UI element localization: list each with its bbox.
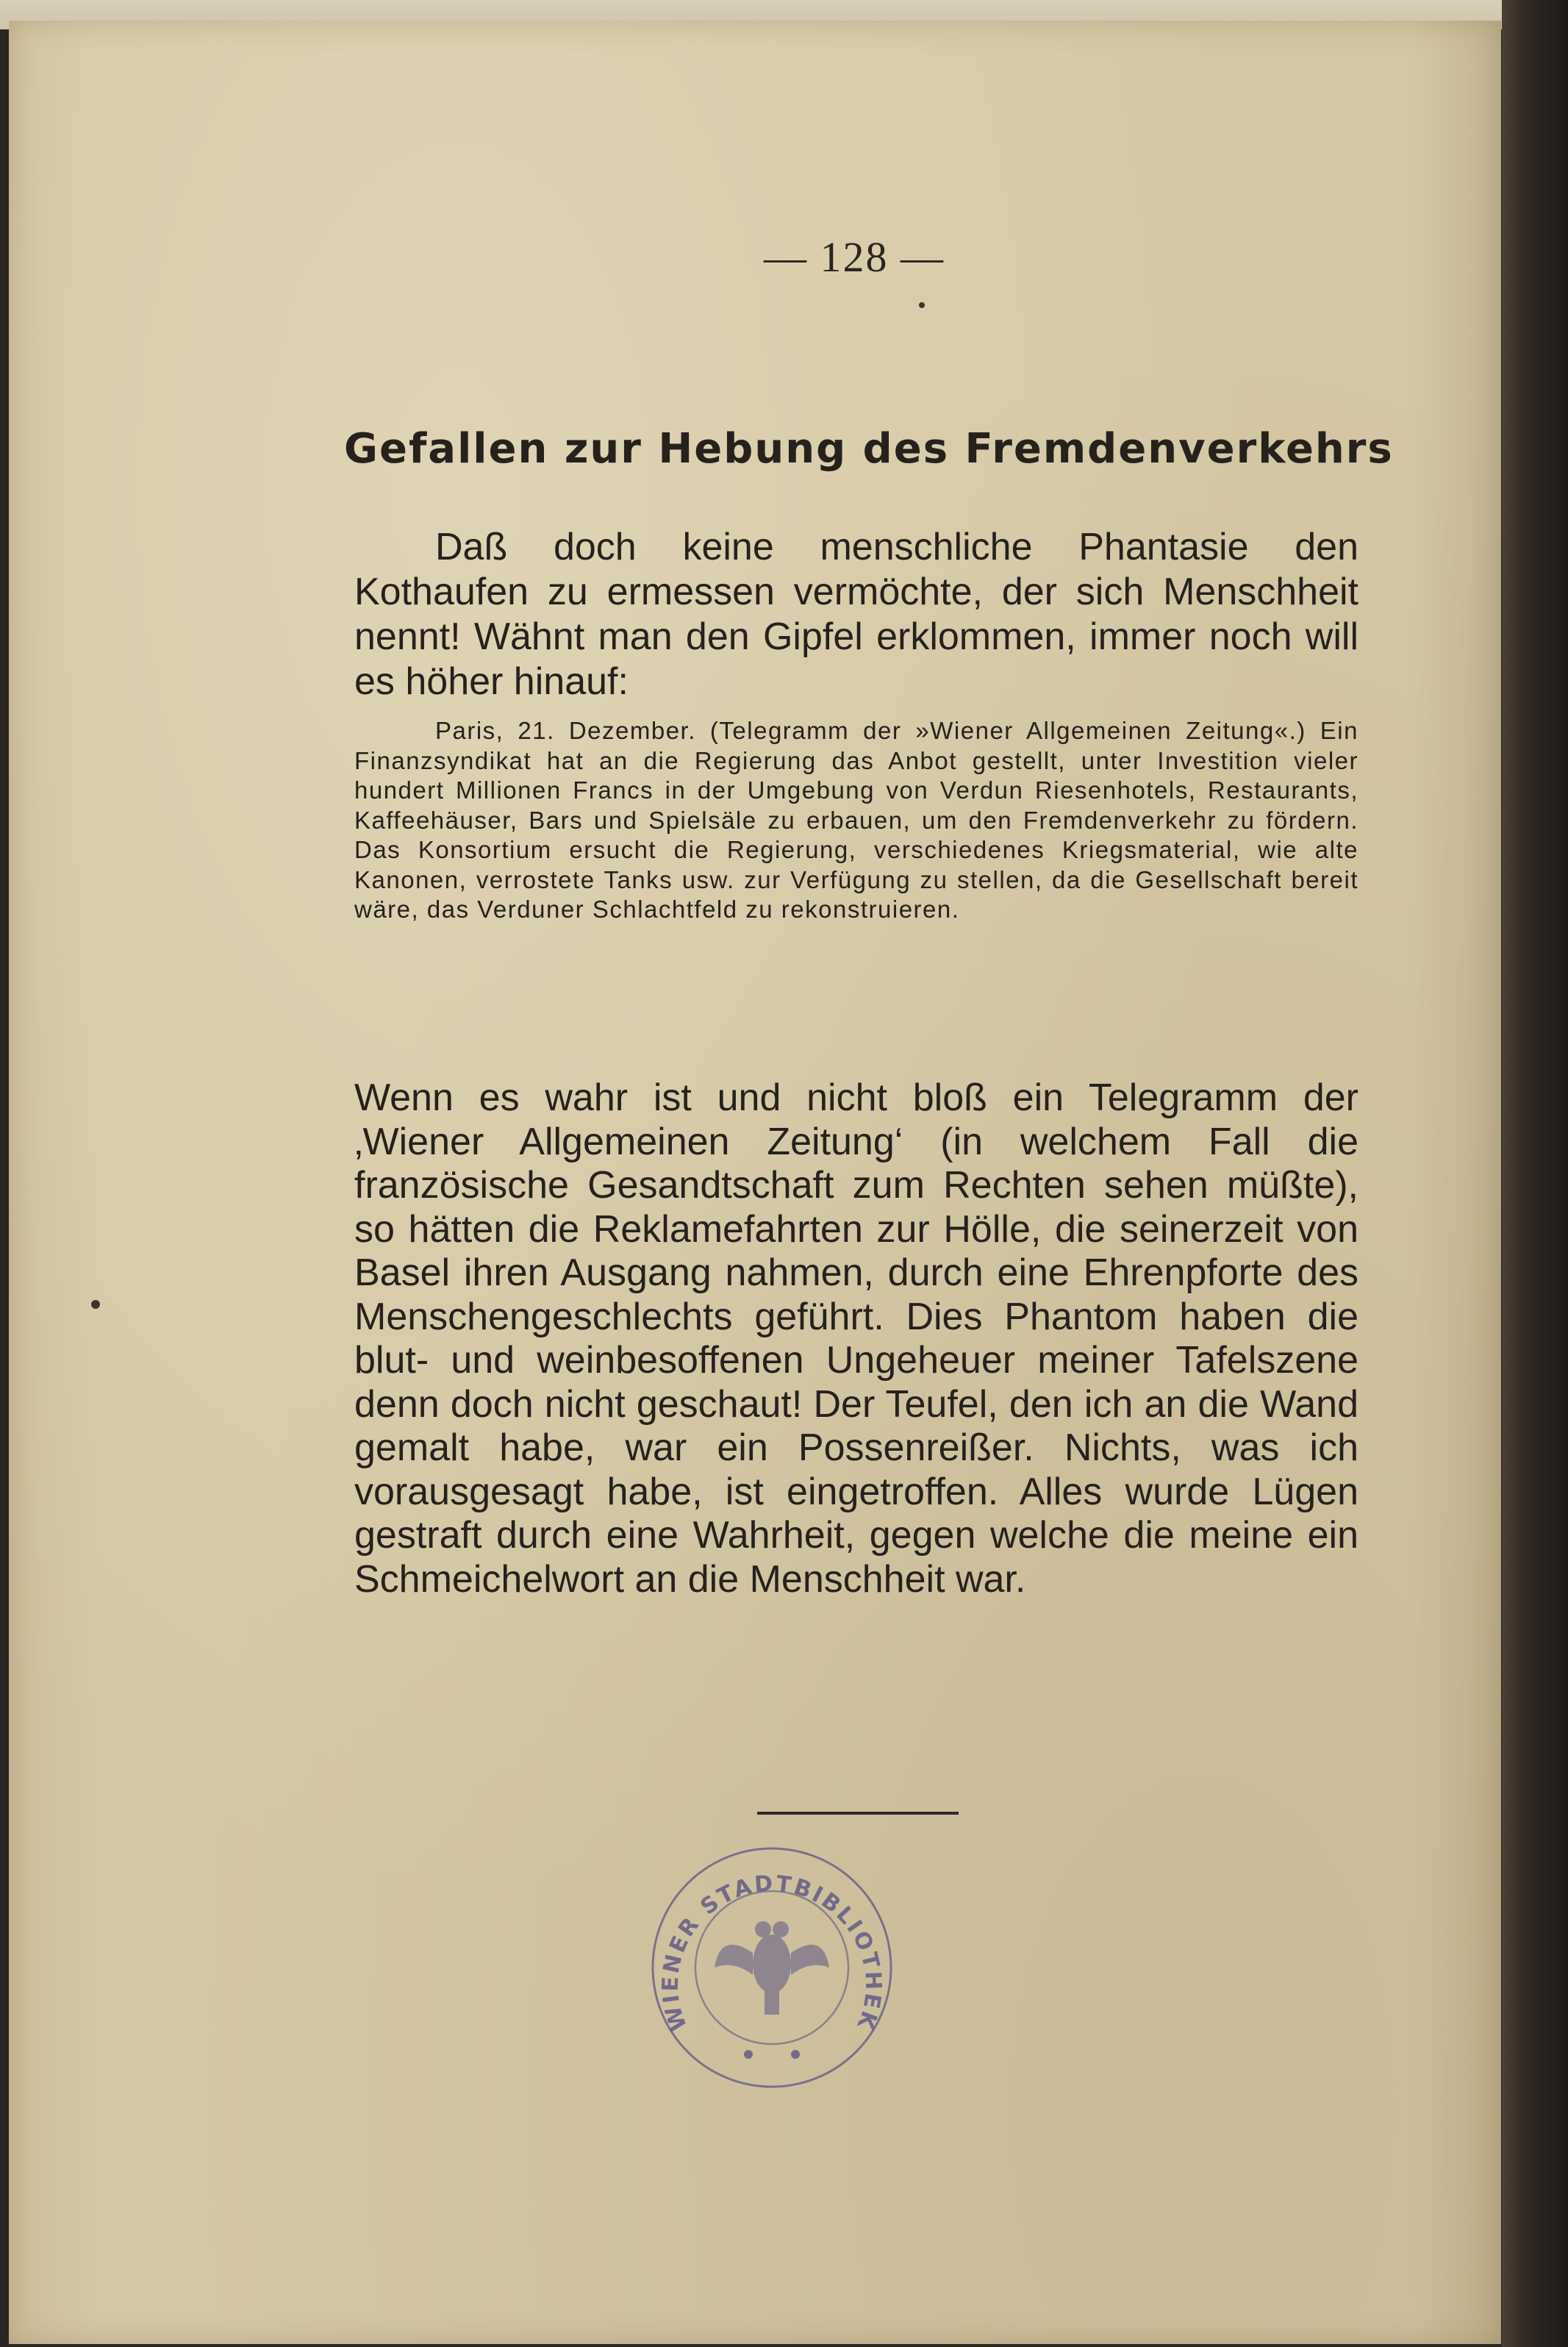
commentary-paragraph: Wenn es wahr ist und nicht bloß ein Telegramm der ‚Wiener Allgemeinen Zeitung‘ (in welchem Fall die französische Gesandtschaft zum Rechten sehen müßte), so hätten die Reklamefahrten zur Hölle, die seinerzeit von Basel ihren Ausgang nahmen, durch eine Ehrenpforte des Menschengeschlechts geführt. Dies Phantom haben die blut- und weinbesoffenen Ungeheuer meiner Tafelszene denn doch nicht geschaut! Der Teufel, den ich an die Wand gemalt habe, war ein Possenreißer. Nichts, was ich vorausgesagt habe, ist eingetroffen. Alles wurde Lügen gestraft durch eine Wahrheit, gegen welche die meine ein Schmeichelwort an die Menschheit war.: [354, 1076, 1358, 1601]
paper-speck: [919, 302, 925, 308]
intro-paragraph: Daß doch keine menschliche Phantasie den Kothaufen zu ermessen vermöchte, der sich Menschheit nennt! Wähnt man den Gipfel erklommen, immer noch will es höher hinauf:: [354, 526, 1358, 703]
book-cover-edge: [1502, 0, 1568, 2347]
closing-rule: [757, 1812, 959, 1815]
library-stamp: [647, 1843, 897, 2093]
eagle-emblem-icon: [715, 1921, 829, 2015]
chapter-title: Gefallen zur Hebung des Fremdenverkehrs: [344, 425, 1394, 473]
page-number: — 128 —: [764, 233, 945, 281]
book-page: [9, 21, 1501, 2344]
quoted-telegram: Paris, 21. Dezember. (Telegramm der »Wiener Allgemeinen Zeitung«.) Ein Finanzsyndikat hat an die Regierung das Anbot gestellt, unter Investition vieler hundert Millionen Francs in der Umgebung von Verdun Riesenhotels, Restaurants, Kaffeehäuser, Bars und Spielsäle zu erbauen, um den Fremdenverkehr zu fördern. Das Konsortium ersucht die Regierung, verschiedenes Kriegsmaterial, wie alte Kanonen, verrostete Tanks usw. zur Verfügung zu stellen, da die Gesellschaft bereit wäre, das Verduner Schlachtfeld zu rekonstruieren.: [354, 717, 1358, 923]
paper-speck: [91, 1300, 100, 1309]
stamp-text: WIENER STADTBIBLIOTHEK: [657, 1871, 887, 2035]
